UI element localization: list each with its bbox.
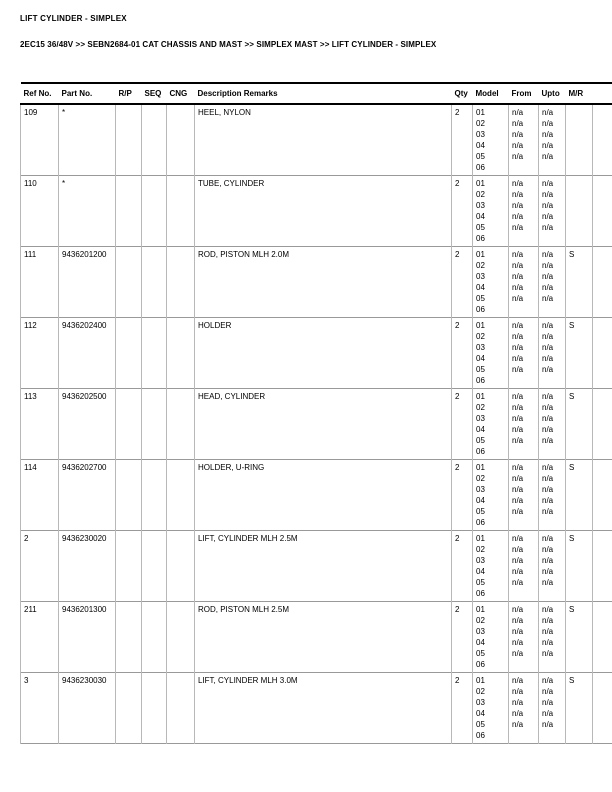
ref-no-cell: 111 [21,247,59,318]
model-line: 01 [476,605,485,614]
from-line [512,588,535,599]
upto-line: n/a [542,720,554,729]
mr-cell: S [566,531,593,602]
upto-line: n/a [542,190,554,199]
upto-line: n/a [542,649,554,658]
upto-line: n/a [542,250,554,259]
rp-cell [116,318,142,389]
model-line: 02 [476,261,485,270]
column-header-seq: SEQ [144,89,162,98]
from-line: n/a [512,119,524,128]
from-line: n/a [512,392,524,401]
spacer-cell [593,531,612,602]
description-cell: ROD, PISTON MLH 2.0M [195,247,452,318]
from-line: n/a [512,605,524,614]
mr-cell: S [566,602,593,673]
column-header-mr: M/R [568,89,584,98]
model-cell [473,247,509,318]
model-line: 03 [476,272,485,281]
upto-line: n/a [542,507,554,516]
column-header-from: From [511,89,532,98]
model-cell [473,602,509,673]
from-line: n/a [512,638,524,647]
table-row [21,531,612,602]
from-line: n/a [512,627,524,636]
model-line: 06 [476,234,485,243]
spacer-cell [593,176,612,247]
part-no-cell: 9436202500 [59,389,116,460]
model-line: 02 [476,545,485,554]
rp-cell [116,176,142,247]
description-cell: TUBE, CYLINDER [195,176,452,247]
upto-line: n/a [542,485,554,494]
upto-line: n/a [542,261,554,270]
description-cell: LIFT, CYLINDER MLH 2.5M [195,531,452,602]
from-line: n/a [512,261,524,270]
upto-line [542,517,562,528]
seq-cell [142,389,167,460]
from-line: n/a [512,578,524,587]
mr-cell: S [566,389,593,460]
seq-cell [142,673,167,744]
model-line: 06 [476,660,485,669]
model-line: 02 [476,190,485,199]
cng-cell [167,531,195,602]
upto-line: n/a [542,578,554,587]
upto-line: n/a [542,638,554,647]
rp-cell [116,460,142,531]
from-line: n/a [512,223,524,232]
upto-line [542,233,562,244]
upto-cell [539,389,566,460]
model-line: 03 [476,130,485,139]
ref-no-cell: 3 [21,673,59,744]
ref-no-cell: 109 [21,104,59,176]
from-line [512,730,535,741]
model-line: 03 [476,414,485,423]
model-line: 05 [476,365,485,374]
rp-cell [116,104,142,176]
model-line: 04 [476,212,485,221]
upto-line: n/a [542,616,554,625]
from-line: n/a [512,283,524,292]
from-line [512,517,535,528]
model-line: 04 [476,425,485,434]
description-cell: HOLDER [195,318,452,389]
model-line: 02 [476,687,485,696]
from-line: n/a [512,108,524,117]
upto-line: n/a [542,567,554,576]
mr-cell: S [566,247,593,318]
from-line: n/a [512,463,524,472]
qty-cell: 2 [452,602,473,673]
model-line: 05 [476,720,485,729]
upto-line: n/a [542,179,554,188]
rp-cell [116,531,142,602]
from-cell [509,318,539,389]
seq-cell [142,318,167,389]
table-row [21,176,612,247]
model-cell [473,460,509,531]
table-row [21,389,612,460]
upto-line: n/a [542,556,554,565]
description-cell: HEAD, CYLINDER [195,389,452,460]
header-row [21,83,612,104]
model-line: 01 [476,463,485,472]
rp-cell [116,602,142,673]
from-cell [509,531,539,602]
from-line: n/a [512,507,524,516]
mr-cell [566,176,593,247]
from-line: n/a [512,141,524,150]
from-line [512,659,535,670]
from-line: n/a [512,414,524,423]
from-cell [509,104,539,176]
cng-cell [167,460,195,531]
from-line: n/a [512,687,524,696]
upto-line: n/a [542,223,554,232]
upto-line [542,588,562,599]
part-no-cell: 9436201300 [59,602,116,673]
parts-table-header [21,83,612,104]
model-line: 06 [476,163,485,172]
ref-no-cell: 112 [21,318,59,389]
upto-line [542,730,562,741]
model-line: 04 [476,141,485,150]
from-line: n/a [512,698,524,707]
from-cell [509,389,539,460]
part-no-cell: * [59,176,116,247]
model-line: 05 [476,294,485,303]
mr-cell: S [566,673,593,744]
column-header-description: Description Remarks [197,89,278,98]
upto-line: n/a [542,332,554,341]
from-line: n/a [512,212,524,221]
qty-cell: 2 [452,318,473,389]
model-line: 05 [476,578,485,587]
model-line: 04 [476,638,485,647]
qty-cell: 2 [452,389,473,460]
table-row [21,673,612,744]
table-row [21,460,612,531]
model-line: 01 [476,321,485,330]
from-line: n/a [512,201,524,210]
ref-no-cell: 211 [21,602,59,673]
from-line: n/a [512,534,524,543]
qty-cell: 2 [452,176,473,247]
from-line: n/a [512,332,524,341]
from-line: n/a [512,272,524,281]
model-line: 03 [476,485,485,494]
upto-line: n/a [542,545,554,554]
upto-line [542,659,562,670]
from-line [512,162,535,173]
from-line: n/a [512,709,524,718]
model-cell [473,389,509,460]
column-header-spacer [593,83,612,104]
rp-cell [116,389,142,460]
model-line: 04 [476,496,485,505]
upto-line: n/a [542,605,554,614]
upto-cell [539,673,566,744]
from-line: n/a [512,152,524,161]
model-cell [473,176,509,247]
part-no-cell: 9436230030 [59,673,116,744]
upto-line: n/a [542,201,554,210]
cng-cell [167,673,195,744]
upto-line: n/a [542,534,554,543]
cng-cell [167,389,195,460]
rp-cell [116,247,142,318]
model-line: 02 [476,474,485,483]
upto-line [542,446,562,457]
model-line: 02 [476,616,485,625]
model-line: 01 [476,179,485,188]
from-cell [509,602,539,673]
column-header-cng: CNG [169,89,188,98]
part-no-cell: * [59,104,116,176]
upto-line: n/a [542,152,554,161]
rp-cell [116,673,142,744]
model-line: 01 [476,676,485,685]
cng-cell [167,318,195,389]
parts-table-body [21,104,612,744]
ref-no-cell: 110 [21,176,59,247]
from-line: n/a [512,485,524,494]
from-line: n/a [512,556,524,565]
column-header-part-no: Part No. [61,89,93,98]
cng-cell [167,247,195,318]
upto-line: n/a [542,141,554,150]
from-line: n/a [512,545,524,554]
seq-cell [142,602,167,673]
upto-line: n/a [542,425,554,434]
part-no-cell: 9436201200 [59,247,116,318]
qty-cell: 2 [452,247,473,318]
description-cell: ROD, PISTON MLH 2.5M [195,602,452,673]
upto-line: n/a [542,627,554,636]
model-line: 04 [476,283,485,292]
spacer-cell [593,460,612,531]
model-line: 04 [476,354,485,363]
from-line [512,304,535,315]
upto-cell [539,247,566,318]
upto-cell [539,104,566,176]
from-line: n/a [512,321,524,330]
model-line: 06 [476,731,485,740]
upto-line: n/a [542,414,554,423]
from-line: n/a [512,365,524,374]
from-line [512,233,535,244]
model-line: 05 [476,507,485,516]
mr-cell [566,104,593,176]
spacer-cell [593,673,612,744]
upto-line: n/a [542,709,554,718]
from-line: n/a [512,567,524,576]
upto-line [542,304,562,315]
upto-line [542,162,562,173]
upto-cell [539,318,566,389]
from-line [512,446,535,457]
from-line [512,375,535,386]
qty-cell: 2 [452,531,473,602]
column-header-model: Model [475,89,499,98]
upto-cell [539,602,566,673]
column-header-ref-no: Ref No. [23,89,52,98]
model-line: 04 [476,709,485,718]
model-line: 03 [476,698,485,707]
from-line: n/a [512,354,524,363]
from-cell [509,673,539,744]
from-line: n/a [512,649,524,658]
model-line: 01 [476,250,485,259]
model-line: 02 [476,403,485,412]
column-header-qty: Qty [454,89,468,98]
upto-line: n/a [542,403,554,412]
upto-line: n/a [542,365,554,374]
upto-line: n/a [542,294,554,303]
model-line: 06 [476,376,485,385]
from-line: n/a [512,294,524,303]
upto-cell [539,460,566,531]
ref-no-cell: 2 [21,531,59,602]
spacer-cell [593,104,612,176]
model-line: 03 [476,627,485,636]
table-row [21,602,612,673]
page-title: LIFT CYLINDER - SIMPLEX [20,14,127,23]
qty-cell: 2 [452,460,473,531]
upto-line: n/a [542,392,554,401]
part-no-cell: 9436202400 [59,318,116,389]
upto-line: n/a [542,496,554,505]
upto-line: n/a [542,354,554,363]
model-line: 04 [476,567,485,576]
parts-table [20,82,612,744]
from-line: n/a [512,474,524,483]
upto-line: n/a [542,676,554,685]
model-line: 01 [476,534,485,543]
description-cell: HEEL, NYLON [195,104,452,176]
model-cell [473,104,509,176]
upto-cell [539,176,566,247]
from-line: n/a [512,343,524,352]
ref-no-cell: 114 [21,460,59,531]
model-line: 05 [476,223,485,232]
upto-line [542,375,562,386]
upto-line: n/a [542,474,554,483]
model-line: 03 [476,201,485,210]
from-line: n/a [512,190,524,199]
spacer-cell [593,247,612,318]
part-no-cell: 9436230020 [59,531,116,602]
model-cell [473,531,509,602]
description-cell: HOLDER, U-RING [195,460,452,531]
seq-cell [142,176,167,247]
upto-line: n/a [542,272,554,281]
model-line: 06 [476,447,485,456]
model-line: 01 [476,108,485,117]
mr-cell: S [566,318,593,389]
upto-line: n/a [542,463,554,472]
upto-line: n/a [542,119,554,128]
description-cell: LIFT, CYLINDER MLH 3.0M [195,673,452,744]
from-line: n/a [512,179,524,188]
upto-line: n/a [542,343,554,352]
table-row [21,318,612,389]
seq-cell [142,460,167,531]
spacer-cell [593,602,612,673]
model-line: 05 [476,152,485,161]
upto-line: n/a [542,130,554,139]
upto-cell [539,531,566,602]
upto-line: n/a [542,108,554,117]
table-row [21,247,612,318]
from-line: n/a [512,676,524,685]
model-line: 02 [476,119,485,128]
from-line: n/a [512,403,524,412]
model-line: 05 [476,649,485,658]
upto-line: n/a [542,687,554,696]
seq-cell [142,531,167,602]
model-cell [473,673,509,744]
mr-cell: S [566,460,593,531]
model-line: 03 [476,556,485,565]
from-line: n/a [512,130,524,139]
model-line: 06 [476,305,485,314]
upto-line: n/a [542,436,554,445]
from-line: n/a [512,425,524,434]
from-cell [509,176,539,247]
from-line: n/a [512,720,524,729]
from-line: n/a [512,616,524,625]
qty-cell: 2 [452,104,473,176]
seq-cell [142,247,167,318]
upto-line: n/a [542,283,554,292]
cng-cell [167,176,195,247]
spacer-cell [593,389,612,460]
upto-line: n/a [542,321,554,330]
upto-line: n/a [542,698,554,707]
from-cell [509,460,539,531]
model-line: 05 [476,436,485,445]
breadcrumb: 2EC15 36/48V >> SEBN2684-01 CAT CHASSIS AND MAST >> SIMPLEX MAST >> LIFT CYLINDER - SIMPLEX [20,40,437,49]
from-line: n/a [512,496,524,505]
model-line: 01 [476,392,485,401]
column-header-upto: Upto [541,89,560,98]
from-cell [509,247,539,318]
seq-cell [142,104,167,176]
from-line: n/a [512,436,524,445]
qty-cell: 2 [452,673,473,744]
spacer-cell [593,318,612,389]
model-line: 03 [476,343,485,352]
from-line: n/a [512,250,524,259]
ref-no-cell: 113 [21,389,59,460]
cng-cell [167,104,195,176]
column-header-rp: R/P [118,89,132,98]
model-cell [473,318,509,389]
table-row [21,104,612,176]
part-no-cell: 9436202700 [59,460,116,531]
cng-cell [167,602,195,673]
upto-line: n/a [542,212,554,221]
model-line: 06 [476,518,485,527]
model-line: 06 [476,589,485,598]
model-line: 02 [476,332,485,341]
